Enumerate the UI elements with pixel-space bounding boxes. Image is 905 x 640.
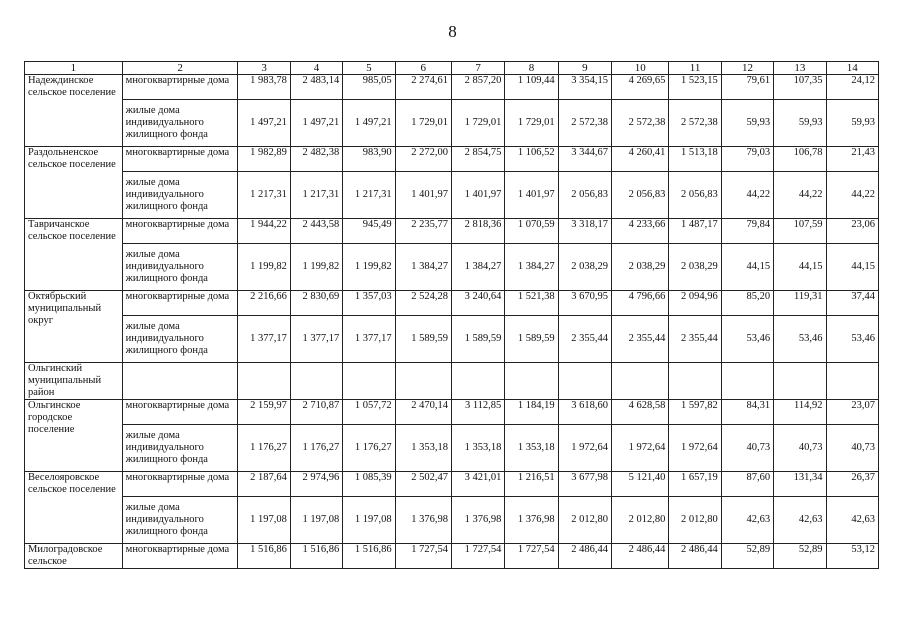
- value-cell: 84,31: [721, 400, 773, 425]
- value-cell: 1 401,97: [451, 172, 504, 219]
- value-cell: 3 670,95: [558, 291, 611, 316]
- value-cell: 2 056,83: [612, 172, 669, 219]
- value-cell: 53,46: [826, 316, 879, 363]
- housing-type: многоквартирные дома: [122, 544, 238, 569]
- value-cell: 1 972,64: [612, 425, 669, 472]
- housing-type: многоквартирные дома: [122, 219, 238, 244]
- column-header: 5: [343, 62, 395, 75]
- value-cell: 1 589,59: [451, 316, 504, 363]
- value-cell: 2 012,80: [612, 497, 669, 544]
- value-cell: 23,07: [826, 400, 879, 425]
- value-cell: 2 830,69: [290, 291, 342, 316]
- empty-cell: [122, 363, 238, 400]
- column-header: 13: [774, 62, 826, 75]
- value-cell: 1 353,18: [451, 425, 504, 472]
- value-cell: 1 199,82: [290, 244, 342, 291]
- value-cell: 1 497,21: [343, 100, 395, 147]
- value-cell: 1 377,17: [290, 316, 342, 363]
- empty-cell: [451, 363, 504, 400]
- value-cell: 2 854,75: [451, 147, 504, 172]
- value-cell: 2 470,14: [395, 400, 451, 425]
- housing-type: многоквартирные дома: [122, 75, 238, 100]
- value-cell: 2 974,96: [290, 472, 342, 497]
- value-cell: 2 216,66: [238, 291, 290, 316]
- value-cell: 1 589,59: [395, 316, 451, 363]
- value-cell: 85,20: [721, 291, 773, 316]
- value-cell: 53,46: [774, 316, 826, 363]
- housing-type: жилые дома индивидуального жилищного фонда: [122, 100, 238, 147]
- settlement-name: Милоградовское сельское: [25, 544, 123, 569]
- table-row: [25, 363, 879, 400]
- value-cell: 107,59: [774, 219, 826, 244]
- value-cell: 1 070,59: [505, 219, 558, 244]
- value-cell: 4 628,58: [612, 400, 669, 425]
- value-cell: 79,84: [721, 219, 773, 244]
- value-cell: 1 384,27: [505, 244, 558, 291]
- settlement-name: Ольгинский муниципальный район: [25, 363, 123, 400]
- value-cell: 2 094,96: [669, 291, 721, 316]
- value-cell: 40,73: [826, 425, 879, 472]
- value-cell: 1 521,38: [505, 291, 558, 316]
- value-cell: 3 354,15: [558, 75, 611, 100]
- value-cell: 1 384,27: [451, 244, 504, 291]
- value-cell: 1 516,86: [343, 544, 395, 569]
- value-cell: 2 274,61: [395, 75, 451, 100]
- column-header: 6: [395, 62, 451, 75]
- value-cell: 1 217,31: [290, 172, 342, 219]
- housing-type: многоквартирные дома: [122, 291, 238, 316]
- value-cell: 4 260,41: [612, 147, 669, 172]
- value-cell: 114,92: [774, 400, 826, 425]
- value-cell: 21,43: [826, 147, 879, 172]
- value-cell: 1 401,97: [395, 172, 451, 219]
- value-cell: 1 972,64: [669, 425, 721, 472]
- value-cell: 1 376,98: [395, 497, 451, 544]
- value-cell: 1 487,17: [669, 219, 721, 244]
- value-cell: 53,12: [826, 544, 879, 569]
- value-cell: 59,93: [721, 100, 773, 147]
- value-cell: 3 344,67: [558, 147, 611, 172]
- value-cell: 2 572,38: [669, 100, 721, 147]
- value-cell: 106,78: [774, 147, 826, 172]
- value-cell: 2 443,58: [290, 219, 342, 244]
- empty-cell: [290, 363, 342, 400]
- value-cell: 2 502,47: [395, 472, 451, 497]
- column-header: 12: [721, 62, 773, 75]
- table-row: [25, 291, 879, 316]
- value-cell: 1 199,82: [238, 244, 290, 291]
- value-cell: 24,12: [826, 75, 879, 100]
- page-number: 8: [448, 22, 457, 41]
- value-cell: 1 197,08: [238, 497, 290, 544]
- value-cell: 2 187,64: [238, 472, 290, 497]
- value-cell: 1 176,27: [238, 425, 290, 472]
- value-cell: 44,15: [721, 244, 773, 291]
- value-cell: 1 982,89: [238, 147, 290, 172]
- value-cell: 1 106,52: [505, 147, 558, 172]
- value-cell: 2 486,44: [669, 544, 721, 569]
- housing-type: жилые дома индивидуального жилищного фонда: [122, 316, 238, 363]
- value-cell: 1 357,03: [343, 291, 395, 316]
- value-cell: 52,89: [774, 544, 826, 569]
- value-cell: 37,44: [826, 291, 879, 316]
- table-body: [25, 75, 879, 569]
- value-cell: 2 038,29: [669, 244, 721, 291]
- value-cell: 2 710,87: [290, 400, 342, 425]
- table-row: [25, 544, 879, 569]
- column-header: 10: [612, 62, 669, 75]
- value-cell: 3 421,01: [451, 472, 504, 497]
- value-cell: 2 524,28: [395, 291, 451, 316]
- value-cell: 131,34: [774, 472, 826, 497]
- value-cell: 2 355,44: [558, 316, 611, 363]
- value-cell: 23,06: [826, 219, 879, 244]
- value-cell: 1 513,18: [669, 147, 721, 172]
- value-cell: 42,63: [774, 497, 826, 544]
- value-cell: 2 818,36: [451, 219, 504, 244]
- value-cell: 1 376,98: [451, 497, 504, 544]
- empty-cell: [774, 363, 826, 400]
- value-cell: 1 657,19: [669, 472, 721, 497]
- empty-cell: [343, 363, 395, 400]
- value-cell: 2 272,00: [395, 147, 451, 172]
- table-row: [25, 425, 879, 472]
- value-cell: 52,89: [721, 544, 773, 569]
- value-cell: 2 012,80: [669, 497, 721, 544]
- value-cell: 1 199,82: [343, 244, 395, 291]
- value-cell: 44,22: [826, 172, 879, 219]
- value-cell: 1 729,01: [395, 100, 451, 147]
- value-cell: 1 497,21: [238, 100, 290, 147]
- table-row: [25, 147, 879, 172]
- value-cell: 2 038,29: [612, 244, 669, 291]
- column-header: 11: [669, 62, 721, 75]
- value-cell: 44,22: [774, 172, 826, 219]
- table-row: [25, 172, 879, 219]
- value-cell: 1 353,18: [395, 425, 451, 472]
- value-cell: 1 523,15: [669, 75, 721, 100]
- value-cell: 1 589,59: [505, 316, 558, 363]
- value-cell: 1 197,08: [343, 497, 395, 544]
- column-header: 7: [451, 62, 504, 75]
- settlement-name: Раздольненское сельское поселение: [25, 147, 123, 219]
- housing-type: жилые дома индивидуального жилищного фонда: [122, 244, 238, 291]
- value-cell: 1 727,54: [505, 544, 558, 569]
- value-cell: 1 353,18: [505, 425, 558, 472]
- value-cell: 985,05: [343, 75, 395, 100]
- table-row: [25, 316, 879, 363]
- value-cell: 1 597,82: [669, 400, 721, 425]
- value-cell: 26,37: [826, 472, 879, 497]
- value-cell: 1 729,01: [505, 100, 558, 147]
- housing-type: жилые дома индивидуального жилищного фонда: [122, 172, 238, 219]
- value-cell: 1 377,17: [238, 316, 290, 363]
- value-cell: 2 482,38: [290, 147, 342, 172]
- settlement-name: Ольгинское городское поселение: [25, 400, 123, 472]
- value-cell: 2 572,38: [558, 100, 611, 147]
- table-row: [25, 497, 879, 544]
- housing-type: многоквартирные дома: [122, 472, 238, 497]
- value-cell: 3 677,98: [558, 472, 611, 497]
- value-cell: 1 377,17: [343, 316, 395, 363]
- value-cell: 1 109,44: [505, 75, 558, 100]
- value-cell: 2 355,44: [612, 316, 669, 363]
- value-cell: 945,49: [343, 219, 395, 244]
- value-cell: 1 983,78: [238, 75, 290, 100]
- value-cell: 44,15: [826, 244, 879, 291]
- column-header: 14: [826, 62, 879, 75]
- value-cell: 2 012,80: [558, 497, 611, 544]
- value-cell: 1 176,27: [290, 425, 342, 472]
- value-cell: 87,60: [721, 472, 773, 497]
- value-cell: 1 384,27: [395, 244, 451, 291]
- value-cell: 79,61: [721, 75, 773, 100]
- value-cell: 4 796,66: [612, 291, 669, 316]
- value-cell: 4 269,65: [612, 75, 669, 100]
- value-cell: 1 376,98: [505, 497, 558, 544]
- value-cell: 1 944,22: [238, 219, 290, 244]
- value-cell: 2 038,29: [558, 244, 611, 291]
- value-cell: 53,46: [721, 316, 773, 363]
- value-cell: 59,93: [826, 100, 879, 147]
- empty-cell: [826, 363, 879, 400]
- column-header: 8: [505, 62, 558, 75]
- column-number-row: [25, 62, 879, 75]
- value-cell: 1 497,21: [290, 100, 342, 147]
- value-cell: 4 233,66: [612, 219, 669, 244]
- settlement-name: Тавричанское сельское поселение: [25, 219, 123, 291]
- tariff-table: [24, 61, 879, 569]
- value-cell: 3 318,17: [558, 219, 611, 244]
- value-cell: 1 729,01: [451, 100, 504, 147]
- empty-cell: [505, 363, 558, 400]
- table-row: [25, 472, 879, 497]
- empty-cell: [721, 363, 773, 400]
- value-cell: 1 057,72: [343, 400, 395, 425]
- value-cell: 1 516,86: [290, 544, 342, 569]
- settlement-name: Октябрьский муниципальный округ: [25, 291, 123, 363]
- table-row: [25, 75, 879, 100]
- value-cell: 983,90: [343, 147, 395, 172]
- value-cell: 42,63: [721, 497, 773, 544]
- value-cell: 1 727,54: [451, 544, 504, 569]
- value-cell: 1 216,51: [505, 472, 558, 497]
- value-cell: 1 176,27: [343, 425, 395, 472]
- value-cell: 1 727,54: [395, 544, 451, 569]
- column-header: 1: [25, 62, 123, 75]
- table-row: [25, 219, 879, 244]
- value-cell: 2 486,44: [558, 544, 611, 569]
- value-cell: 44,22: [721, 172, 773, 219]
- value-cell: 2 355,44: [669, 316, 721, 363]
- value-cell: 2 159,97: [238, 400, 290, 425]
- value-cell: 59,93: [774, 100, 826, 147]
- table-row: [25, 244, 879, 291]
- empty-cell: [395, 363, 451, 400]
- value-cell: 3 618,60: [558, 400, 611, 425]
- value-cell: 2 483,14: [290, 75, 342, 100]
- empty-cell: [238, 363, 290, 400]
- empty-cell: [558, 363, 611, 400]
- table-row: [25, 100, 879, 147]
- value-cell: 40,73: [774, 425, 826, 472]
- value-cell: 1 516,86: [238, 544, 290, 569]
- column-header: 4: [290, 62, 342, 75]
- value-cell: 42,63: [826, 497, 879, 544]
- value-cell: 1 085,39: [343, 472, 395, 497]
- value-cell: 44,15: [774, 244, 826, 291]
- housing-type: многоквартирные дома: [122, 400, 238, 425]
- value-cell: 119,31: [774, 291, 826, 316]
- value-cell: 2 572,38: [612, 100, 669, 147]
- value-cell: 40,73: [721, 425, 773, 472]
- value-cell: 3 112,85: [451, 400, 504, 425]
- value-cell: 3 240,64: [451, 291, 504, 316]
- value-cell: 2 486,44: [612, 544, 669, 569]
- value-cell: 2 056,83: [669, 172, 721, 219]
- settlement-name: Надеждинское сельское поселение: [25, 75, 123, 147]
- empty-cell: [612, 363, 669, 400]
- column-header: 9: [558, 62, 611, 75]
- value-cell: 1 972,64: [558, 425, 611, 472]
- housing-type: многоквартирные дома: [122, 147, 238, 172]
- housing-type: жилые дома индивидуального жилищного фонда: [122, 425, 238, 472]
- value-cell: 1 401,97: [505, 172, 558, 219]
- value-cell: 1 217,31: [238, 172, 290, 219]
- value-cell: 1 184,19: [505, 400, 558, 425]
- table-row: [25, 400, 879, 425]
- value-cell: 1 197,08: [290, 497, 342, 544]
- value-cell: 2 857,20: [451, 75, 504, 100]
- value-cell: 79,03: [721, 147, 773, 172]
- housing-type: жилые дома индивидуального жилищного фонда: [122, 497, 238, 544]
- value-cell: 5 121,40: [612, 472, 669, 497]
- value-cell: 2 235,77: [395, 219, 451, 244]
- column-header: 2: [122, 62, 238, 75]
- value-cell: 107,35: [774, 75, 826, 100]
- value-cell: 1 217,31: [343, 172, 395, 219]
- value-cell: 2 056,83: [558, 172, 611, 219]
- empty-cell: [669, 363, 721, 400]
- column-header: 3: [238, 62, 290, 75]
- settlement-name: Веселояровское сельское поселение: [25, 472, 123, 544]
